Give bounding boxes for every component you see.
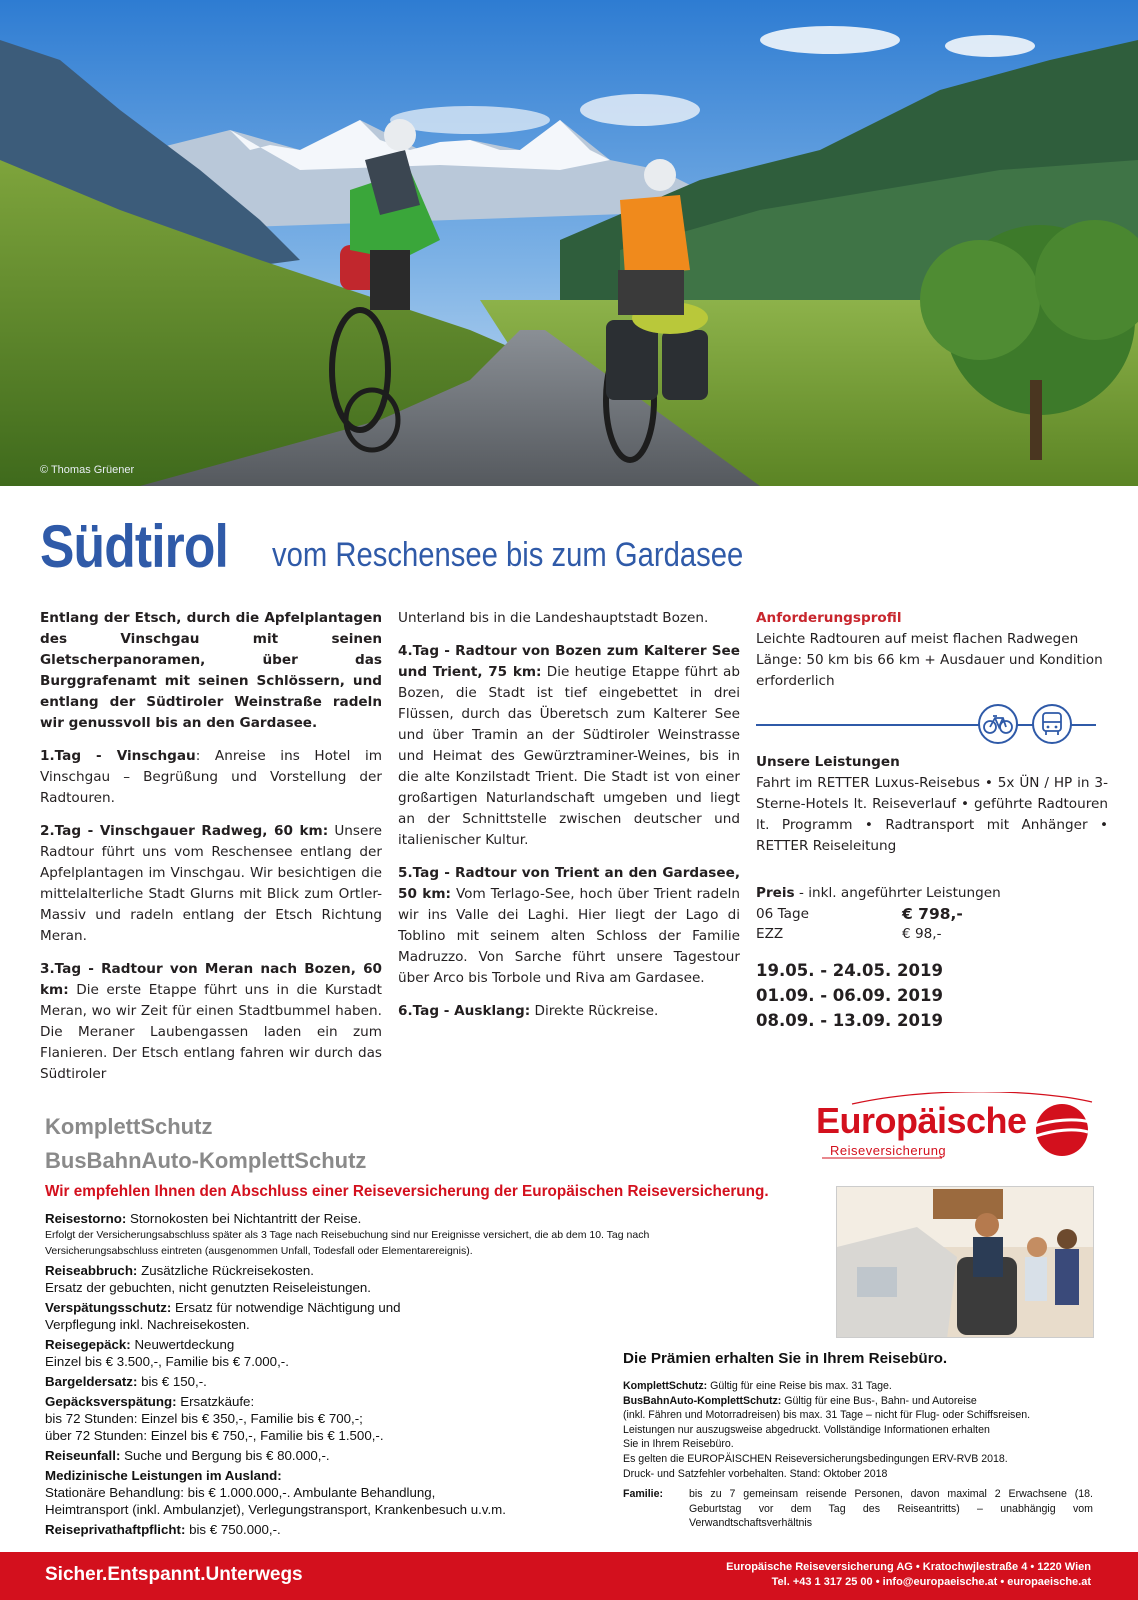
bicycle-icon <box>978 704 1018 744</box>
premium-heading: Die Prämien erhalten Sie in Ihrem Reisebüro. <box>623 1350 948 1367</box>
price-heading: Preis - inkl. angeführter Leistungen <box>756 885 1001 901</box>
page-title <box>40 512 744 581</box>
services-block <box>756 752 1108 857</box>
price-table <box>756 904 1108 944</box>
itinerary-column-1 <box>40 608 382 1097</box>
benefit-item: Reisegepäck: Neuwertdeckung Einzel bis € 3.500,-, Familie bis € 7.000,-. <box>45 1337 289 1369</box>
services-divider <box>756 702 1108 746</box>
day-3: 3.Tag - Radtour von Meran nach Bozen, 60 km: Die erste Etappe führt uns in die Kurstadt Meran, wo wir Zeit für einen Stadtbummel haben. Die Meraner Laubengassen laden ein zum Flanieren. Der Etsch entlang fahren wir durch das Südtiroler <box>40 961 382 1082</box>
benefit-item: Reiseprivathaftpflicht: bis € 750.000,-. <box>45 1522 281 1537</box>
logo-subtext: Reiseversicherung <box>830 1143 947 1158</box>
photo-credit: © Thomas Grüener <box>40 464 135 476</box>
footer-address: Europäische Reiseversicherung AG • Kratochwjlestraße 4 • 1220 Wien <box>726 1561 1091 1573</box>
day-4: 4.Tag - Radtour von Bozen zum Kalterer See und Trient, 75 km: Die heutige Etappe führt ab Bozen, die Stadt ist tief eingebettet in drei Flüssen, durch das Überetsch zum Kalterer See und über Tramin an der Südtiroler Weinstrasse und Heimat des Gewürztraminer-Weines, bis in die alte Konzilstadt Trient. Die Stadt ist von einer großartigen Naturlandschaft umgeben und liegt an der Schnittstelle zwischen deutscher und italienischer Kultur. <box>398 643 740 848</box>
insurance-recommendation: Wir empfehlen Ihnen den Abschluss einer Reiseversicherung der Europäischen Reiseversicherung. <box>45 1183 769 1200</box>
requirements-line-1: Leichte Radtouren auf meist flachen Radwegen <box>756 631 1079 647</box>
title-main: Südtirol <box>40 513 229 580</box>
itinerary-column-2 <box>398 608 740 1034</box>
benefit-item: Reisestorno: Stornokosten bei Nichtantritt der Reise. Erfolgt der Versicherungsabschluss später als 3 Tage nach Reisebuchung sind nur Ereignisse versichert, die ab dem 10. Tag nach Versicherungsabschluss eintreten (ausgenommen Unfall, Todesfall oder Elementarereignis). <box>45 1211 650 1257</box>
benefit-item: Reiseunfall: Suche und Bergung bis € 80.000,-. <box>45 1448 330 1463</box>
benefit-item: Medizinische Leistungen im Ausland: Stationäre Behandlung: bis € 1.000.000,-. Ambulante Behandlung, Heimtransport (inkl. Ambulanzjet), Verlegungstransport, Krankenbesuch u.v.m. <box>45 1468 506 1517</box>
benefit-item: Reiseabbruch: Zusätzliche Rückreisekosten. Ersatz der gebuchten, nicht genutzten Reiseleistungen. <box>45 1263 371 1295</box>
services-text: Fahrt im RETTER Luxus-Reisebus • 5x ÜN / HP in 3-Sterne-Hotels lt. Reiseverlauf • geführte Radtouren lt. Programm • Radtransport mit Anhänger • RETTER Reiseleitung <box>756 775 1108 854</box>
requirements-line-2: Länge: 50 km bis 66 km + Ausdauer und Kondition erforderlich <box>756 652 1103 689</box>
title-subtitle: vom Reschensee bis zum Gardasee <box>272 536 744 574</box>
day-1: 1.Tag - Vinschgau: Anreise ins Hotel im Vinschgau – Begrüßung und Vorstellung der Radtouren. <box>40 748 382 806</box>
day-2: 2.Tag - Vinschgauer Radweg, 60 km: Unsere Radtour führt uns vom Reschensee entlang der Apfelplantagen im Vinschgau. Wir besichtigen die mittelalterliche Stadt Glurns mit Blick zum Ortler-Massiv und radeln entlang der Etsch Richtung Meran. <box>40 823 382 944</box>
insurance-heading-2: BusBahnAuto-KomplettSchutz <box>45 1148 367 1173</box>
family-photo <box>836 1186 1094 1338</box>
europaeische-logo <box>812 1092 1102 1164</box>
hero-photo <box>0 0 1138 486</box>
cyclists-mountain-photo <box>0 0 1138 486</box>
date-item: 08.09. - 13.09. 2019 <box>756 1011 943 1030</box>
footer-bar <box>0 1552 1138 1600</box>
price-row-value: € 98,- <box>902 926 942 942</box>
intro-text: Entlang der Etsch, durch die Apfelplantagen des Vinschgau mit seinen Gletscherpanoramen, über das Burggrafenamt mit seinen Schlössern, und entlang der Südtiroler Weinstraße radeln wir genussvoll bis an den Gardasee. <box>40 610 382 731</box>
insurance-heading-1: KomplettSchutz <box>45 1114 213 1139</box>
day-6: 6.Tag - Ausklang: Direkte Rückreise. <box>398 1003 659 1019</box>
benefit-item: Verspätungsschutz: Ersatz für notwendige Nächtigung und Verpflegung inkl. Nachreisekosten. <box>45 1300 401 1332</box>
benefit-item: Bargeldersatz: bis € 150,-. <box>45 1374 207 1389</box>
price-block <box>756 883 1108 944</box>
info-column <box>756 608 1108 1033</box>
price-row-name: EZZ <box>756 926 784 942</box>
footer-slogan: Sicher.Entspannt.Unterwegs <box>45 1564 303 1585</box>
footer-contact <box>726 1560 1091 1590</box>
footer-phone-email: Tel. +43 1 317 25 00 • info@europaeische.at • europaeische.at <box>771 1576 1091 1588</box>
date-item: 01.09. - 06.09. 2019 <box>756 986 943 1005</box>
day-3-continued: Unterland bis in die Landeshauptstadt Bozen. <box>398 610 709 626</box>
requirements-block <box>756 608 1108 692</box>
premium-details: KomplettSchutz: Gültig für eine Reise bis max. 31 Tage. BusBahnAuto-KomplettSchutz: Gültig für eine Bus-, Bahn- und Autoreise (inkl. Fähren und Motorradreisen) bis max. 31 Tage – nicht für Flug- oder Schiffsreisen. Leistungen nur auszugsweise abgedruckt. Vollständige Informationen erhalten Sie in Ihrem Reisebüro. Es gelten die EUROPÄISCHEN Reiseversicherungsbedingungen ERV-RVB 2018. Druck- und Satzfehler vorbehalten. Stand: Oktober 2018 Familie: bis zu 7 gemeinsam reisende Personen, davon maximal 2 Erwachsene (18. Geburtstag vor dem Tag des Reiseantritts) – unabhängig vom Verwandtschaftsverhältnis <box>623 1380 1093 1530</box>
price-row-name: 06 Tage <box>756 906 809 922</box>
family-definition: Familie: bis zu 7 gemeinsam reisende Personen, davon maximal 2 Erwachsene (18. Geburtstag vor dem Tag des Reiseantritts) – unabhängig vom Verwandtschaftsverhältnis <box>623 1488 1093 1530</box>
day-5: 5.Tag - Radtour von Trient an den Gardasee, 50 km: Vom Terlago-See, hoch über Trient radeln wir ins Valle dei Laghi. Hier liegt der Lago di Toblino mit seinem alten Schloss der Familie Madruzzo. Von Sarche führt unsere Tagestour über Arco bis Torbole und Riva am Gardasee. <box>398 865 740 986</box>
benefit-item: Gepäcksverspätung: Ersatzkäufe: bis 72 Stunden: Einzel bis € 350,-, Familie bis € 700,-; über 72 Stunden: Einzel bis € 750,-, Familie bis € 1.500,-. <box>45 1394 384 1443</box>
travel-dates <box>756 958 1108 1033</box>
price-row-value: € 798,- <box>902 905 963 923</box>
date-item: 19.05. - 24.05. 2019 <box>756 961 943 980</box>
logo-text: Europäische <box>816 1100 1027 1141</box>
bus-icon <box>1032 704 1072 744</box>
services-heading: Unsere Leistungen <box>756 754 900 770</box>
requirements-heading: Anforderungsprofil <box>756 610 902 626</box>
